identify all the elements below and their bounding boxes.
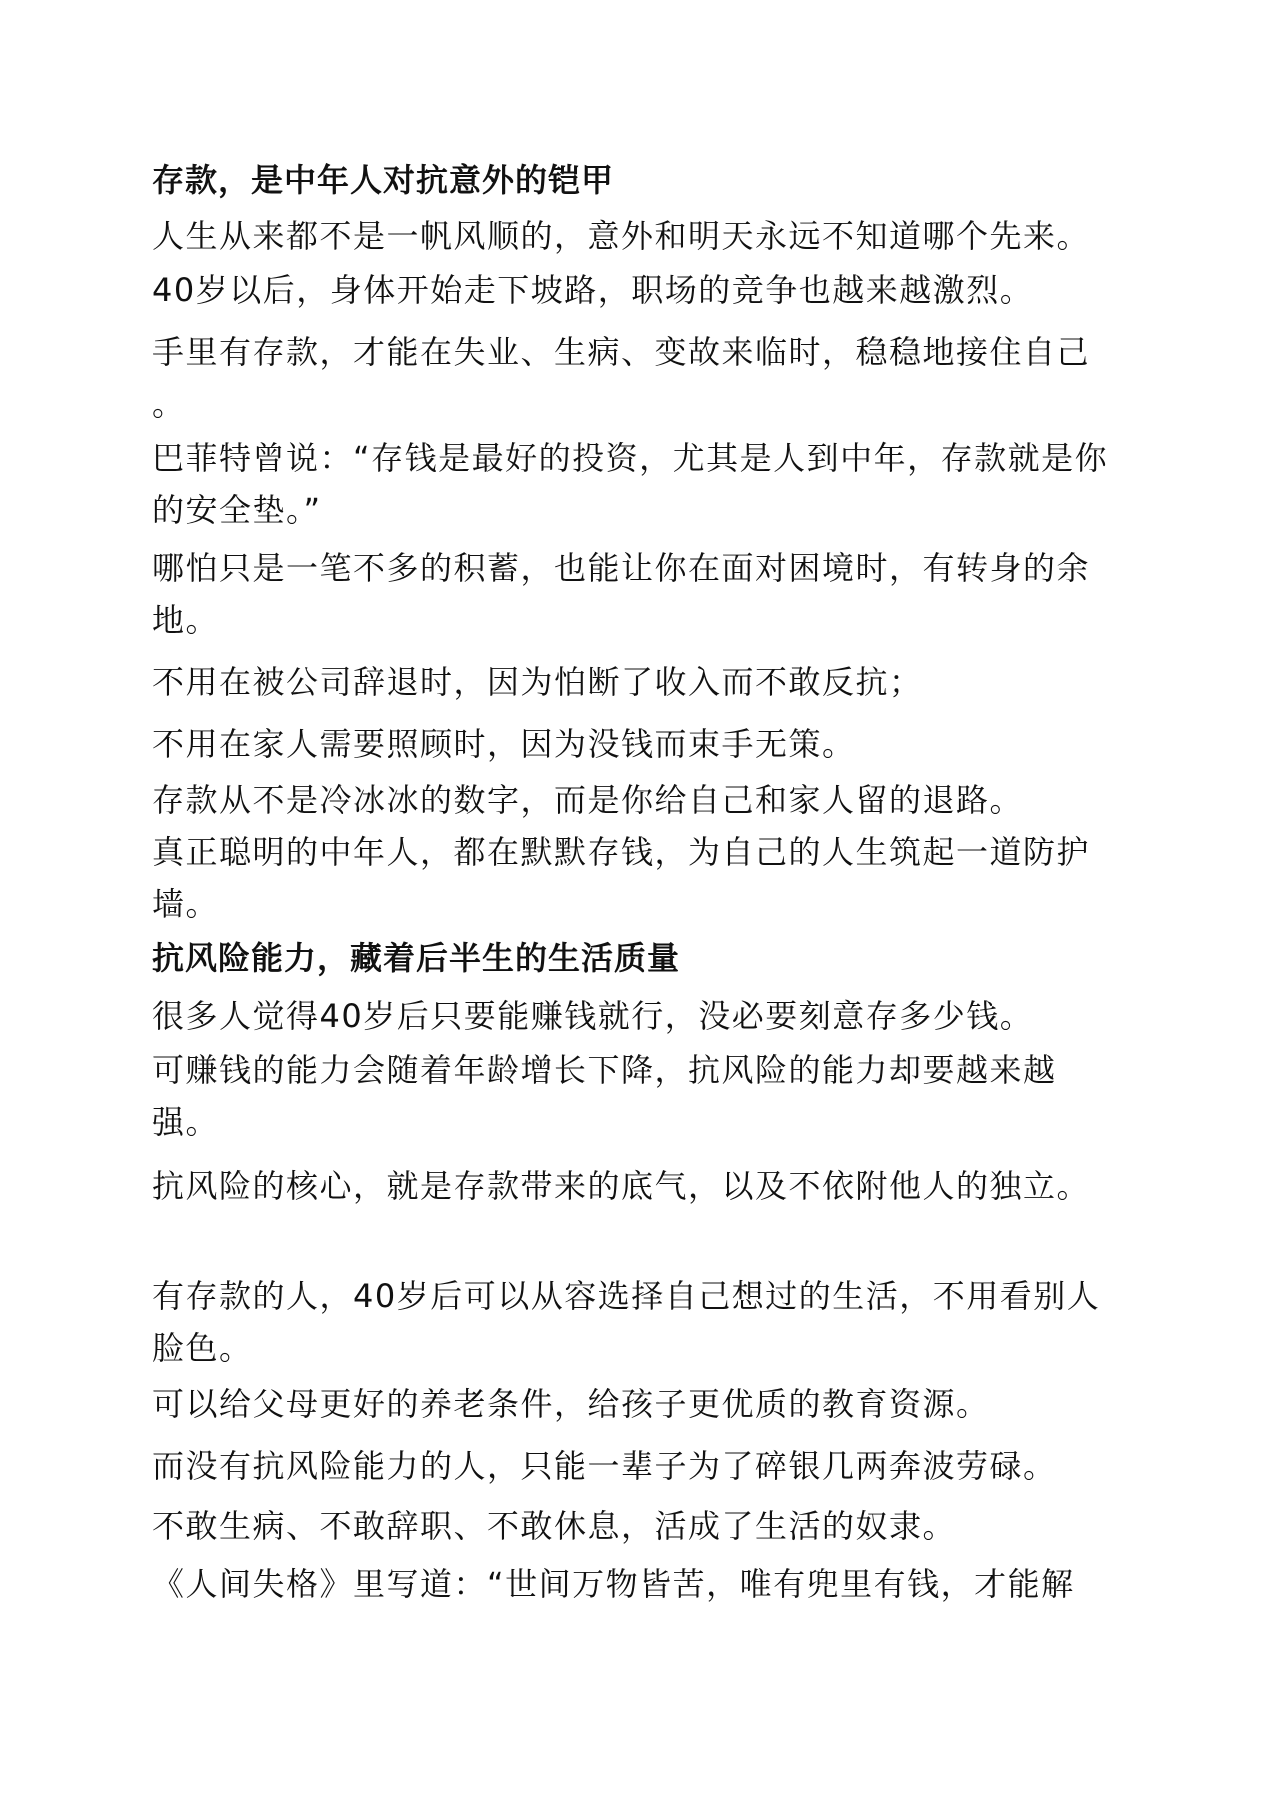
paragraph: 巴菲特曾说：“存钱是最好的投资，尤其是人到中年，存款就是你的安全垫。” <box>152 439 1109 529</box>
paragraph: 不用在被公司辞退时，因为怕断了收入而不敢反抗； <box>152 663 923 701</box>
paragraph: 可以给父母更好的养老条件，给孩子更优质的教育资源。 <box>152 1385 990 1423</box>
section-heading-risk-resistance: 抗风险能力，藏着后半生的生活质量 <box>152 939 681 977</box>
paragraph: 可赚钱的能力会随着年龄增长下降，抗风险的能力却要越来越强。 <box>152 1051 1057 1141</box>
paragraph: 而没有抗风险能力的人，只能一辈子为了碎银几两奔波劳碌。 <box>152 1447 1057 1485</box>
paragraph: 不用在家人需要照顾时，因为没钱而束手无策。 <box>152 725 856 763</box>
paragraph: 不敢生病、不敢辞职、不敢休息，活成了生活的奴隶。 <box>152 1507 957 1545</box>
paragraph: 有存款的人，40岁后可以从容选择自己想过的生活，不用看别人脸色。 <box>152 1277 1101 1367</box>
paragraph: 存款从不是冷冰冰的数字，而是你给自己和家人留的退路。 <box>152 781 1024 819</box>
paragraph: 真正聪明的中年人，都在默默存钱，为自己的人生筑起一道防护墙。 <box>152 833 1091 923</box>
paragraph: 很多人觉得40岁后只要能赚钱就行，没必要刻意存多少钱。 <box>152 997 1034 1035</box>
paragraph: 手里有存款，才能在失业、生病、变故来临时，稳稳地接住自己 。 <box>152 333 1091 423</box>
paragraph: 抗风险的核心，就是存款带来的底气，以及不依附他人的独立。 <box>152 1167 1091 1205</box>
paragraph: 哪怕只是一笔不多的积蓄，也能让你在面对困境时，有转身的余地。 <box>152 549 1091 639</box>
section-heading-savings-armor: 存款，是中年人对抗意外的铠甲 <box>152 161 615 199</box>
paragraph: 40岁以后，身体开始走下坡路，职场的竞争也越来越激烈。 <box>152 271 1034 309</box>
paragraph: 人生从来都不是一帆风顺的，意外和明天永远不知道哪个先来。 <box>152 217 1091 255</box>
paragraph: 《人间失格》里写道：“世间万物皆苦，唯有兜里有钱，才能解 <box>152 1565 1075 1603</box>
